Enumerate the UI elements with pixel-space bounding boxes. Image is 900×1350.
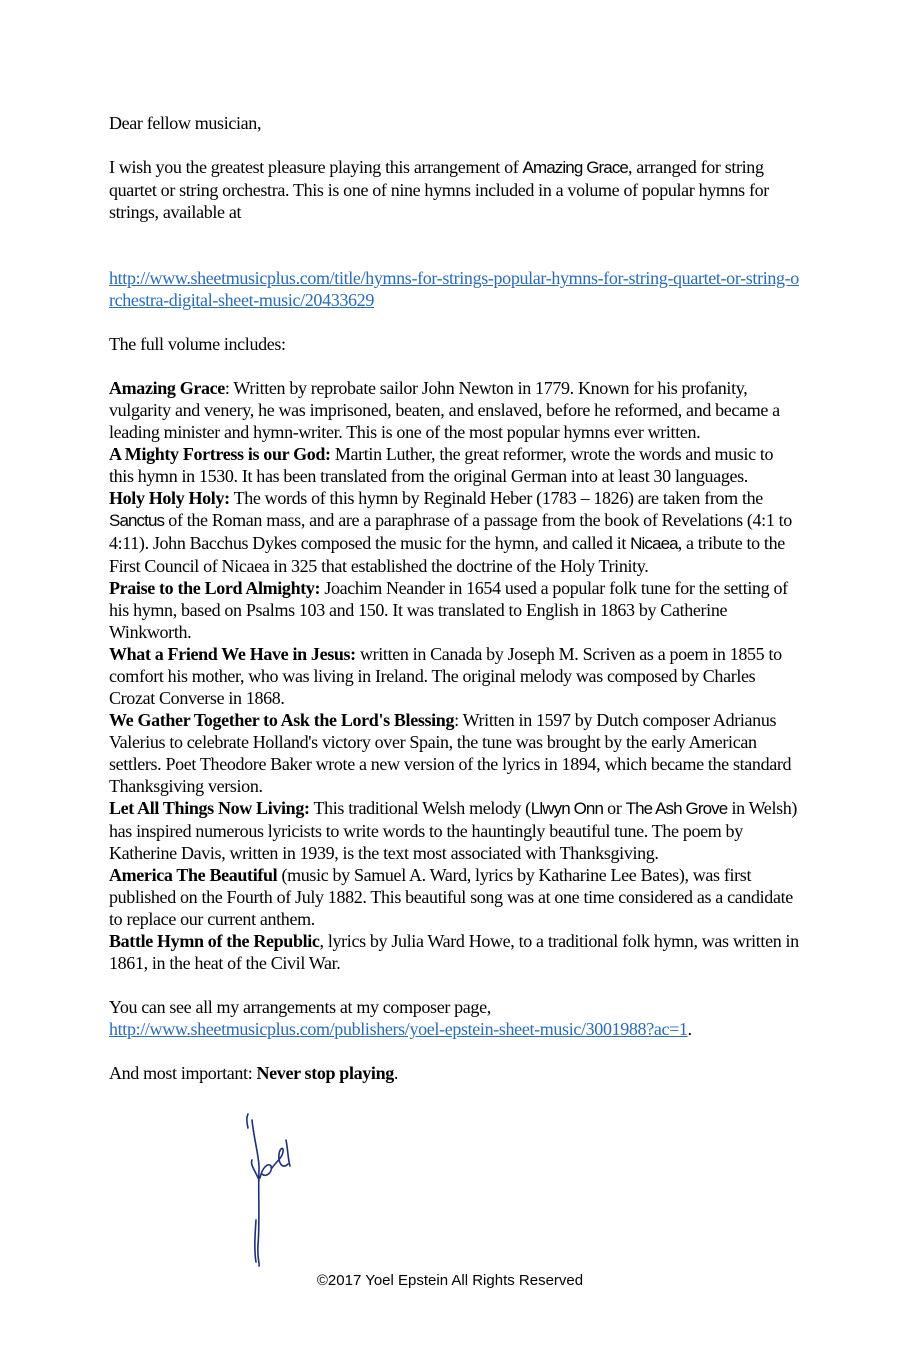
hymn-title: Amazing Grace xyxy=(109,378,225,398)
hymn-description: of the Roman mass, and are a paraphrase of a passage from the book of Revelations (4:1 to 4:11). John Bacchus Dykes composed the music for the hymn, and called it xyxy=(109,510,792,553)
intro-spacer xyxy=(109,223,799,245)
volume-link[interactable]: http://www.sheetmusicplus.com/title/hymns-for-strings-popular-hymns-for-string-quartet-or-string-orchestra-digital-sheet-music/20433629 xyxy=(109,268,799,310)
hymn-description: , lyrics by Julia Ward Howe, to a traditional folk hymn, was written in 1861, in the heat of the Civil War. xyxy=(109,931,799,973)
hymn-description: The words of this hymn by Reginald Heber (1783 – 1826) are taken from the xyxy=(229,488,763,508)
hymn-item xyxy=(109,577,799,643)
hymn-item xyxy=(109,709,799,797)
hymn-title: We Gather Together to Ask the Lord's Blessing xyxy=(109,710,455,730)
hymn-description: Martin Luther, the great reformer, wrote the words and music to this hymn in 1530. It has been translated from the original German into at least 30 languages. xyxy=(109,444,774,486)
hymn-item xyxy=(109,797,799,864)
hymn-description: This traditional Welsh melody ( xyxy=(309,798,531,818)
intro-paragraph xyxy=(109,156,799,223)
hymn-description: , a tribute to the First Council of Nicaea in 325 that established the doctrine of the Holy Trinity. xyxy=(109,533,785,576)
hymn-item xyxy=(109,443,799,487)
hymn-title: Battle Hymn of the Republic xyxy=(109,931,320,951)
hymn-emphasis: The Ash Grove xyxy=(625,799,728,818)
composer-page-paragraph xyxy=(109,996,799,1040)
hymn-description: written in Canada by Joseph M. Scriven as a poem in 1855 to comfort his mother, who was living in Ireland. The original melody was composed by Charles Crozat Converse in 1868. xyxy=(109,644,782,708)
hymn-description: : Written by reprobate sailor John Newton in 1779. Known for his profanity, vulgarity and venery, he was imprisoned, beaten, and enslaved, before he reformed, and became a leading minister and hymn-writer. This is one of the most popular hymns ever written. xyxy=(109,378,780,442)
hymn-title: A Mighty Fortress is our God: xyxy=(109,444,331,464)
letter-body xyxy=(109,112,799,1106)
hymn-item xyxy=(109,643,799,709)
greeting: Dear fellow musician, xyxy=(109,113,262,133)
hymn-description: : Written in 1597 by Dutch composer Adrianus Valerius to celebrate Holland's victory over Spain, the tune was brought by the early American settlers. Poet Theodore Baker wrote a new version of the lyrics in 1894, which became the standard Thanksgiving version. xyxy=(109,710,792,796)
hymn-title: Praise to the Lord Almighty: xyxy=(109,578,321,598)
full-volume-label: The full volume includes: xyxy=(109,334,286,354)
hymn-title: What a Friend We Have in Jesus: xyxy=(109,644,356,664)
intro-text-before: I wish you the greatest pleasure playing this arrangement of xyxy=(109,157,523,177)
closing-line xyxy=(109,1062,799,1084)
intro-hymn-title: Amazing Grace xyxy=(522,158,628,177)
hymn-item xyxy=(109,487,799,577)
intro-text-after: , arranged for string quartet or string orchestra. This is one of nine hymns included in a volume of popular hymns for strings, available at xyxy=(109,157,769,222)
hymn-title: Holy Holy Holy: xyxy=(109,488,230,508)
closing-period: . xyxy=(393,1063,399,1083)
hymn-item xyxy=(109,377,799,443)
volume-link-paragraph xyxy=(109,267,799,311)
hymn-description: or xyxy=(603,798,626,818)
hymn-title: America The Beautiful xyxy=(109,865,278,885)
hymn-emphasis: Llwyn Onn xyxy=(530,799,604,818)
hymn-item xyxy=(109,864,799,930)
composer-link[interactable]: http://www.sheetmusicplus.com/publishers/yoel-epstein-sheet-music/3001988?ac=1 xyxy=(109,1019,688,1039)
hymn-item xyxy=(109,930,799,974)
signature xyxy=(238,1110,298,1270)
copyright-footer: ©2017 Yoel Epstein All Rights Reserved xyxy=(316,1272,584,1289)
hymn-description: in Welsh) has inspired numerous lyricists to write words to the hauntingly beautiful tune. The poem by Katherine Davis, written in 1939, is the text most associated with Thanksgiving. xyxy=(109,798,798,863)
composer-link-period: . xyxy=(687,1019,692,1039)
hymn-description: (music by Samuel A. Ward, lyrics by Katharine Lee Bates), was first published on the Fourth of July 1882. This beautiful song was at one time considered as a candidate to replace our current anthem. xyxy=(109,865,793,929)
hymn-title: Let All Things Now Living: xyxy=(109,798,310,818)
hymn-emphasis: Nicaea xyxy=(630,534,678,553)
closing-emphasis: Never stop playing xyxy=(256,1063,394,1083)
composer-page-label: You can see all my arrangements at my composer page, xyxy=(109,997,491,1017)
closing-text: And most important: xyxy=(109,1063,257,1083)
hymn-description: Joachim Neander in 1654 used a popular folk tune for the setting of his hymn, based on Psalms 103 and 150. It was translated to English in 1863 by Catherine Winkworth. xyxy=(109,578,788,642)
hymn-list xyxy=(109,377,799,974)
hymn-emphasis: Sanctus xyxy=(109,511,165,530)
